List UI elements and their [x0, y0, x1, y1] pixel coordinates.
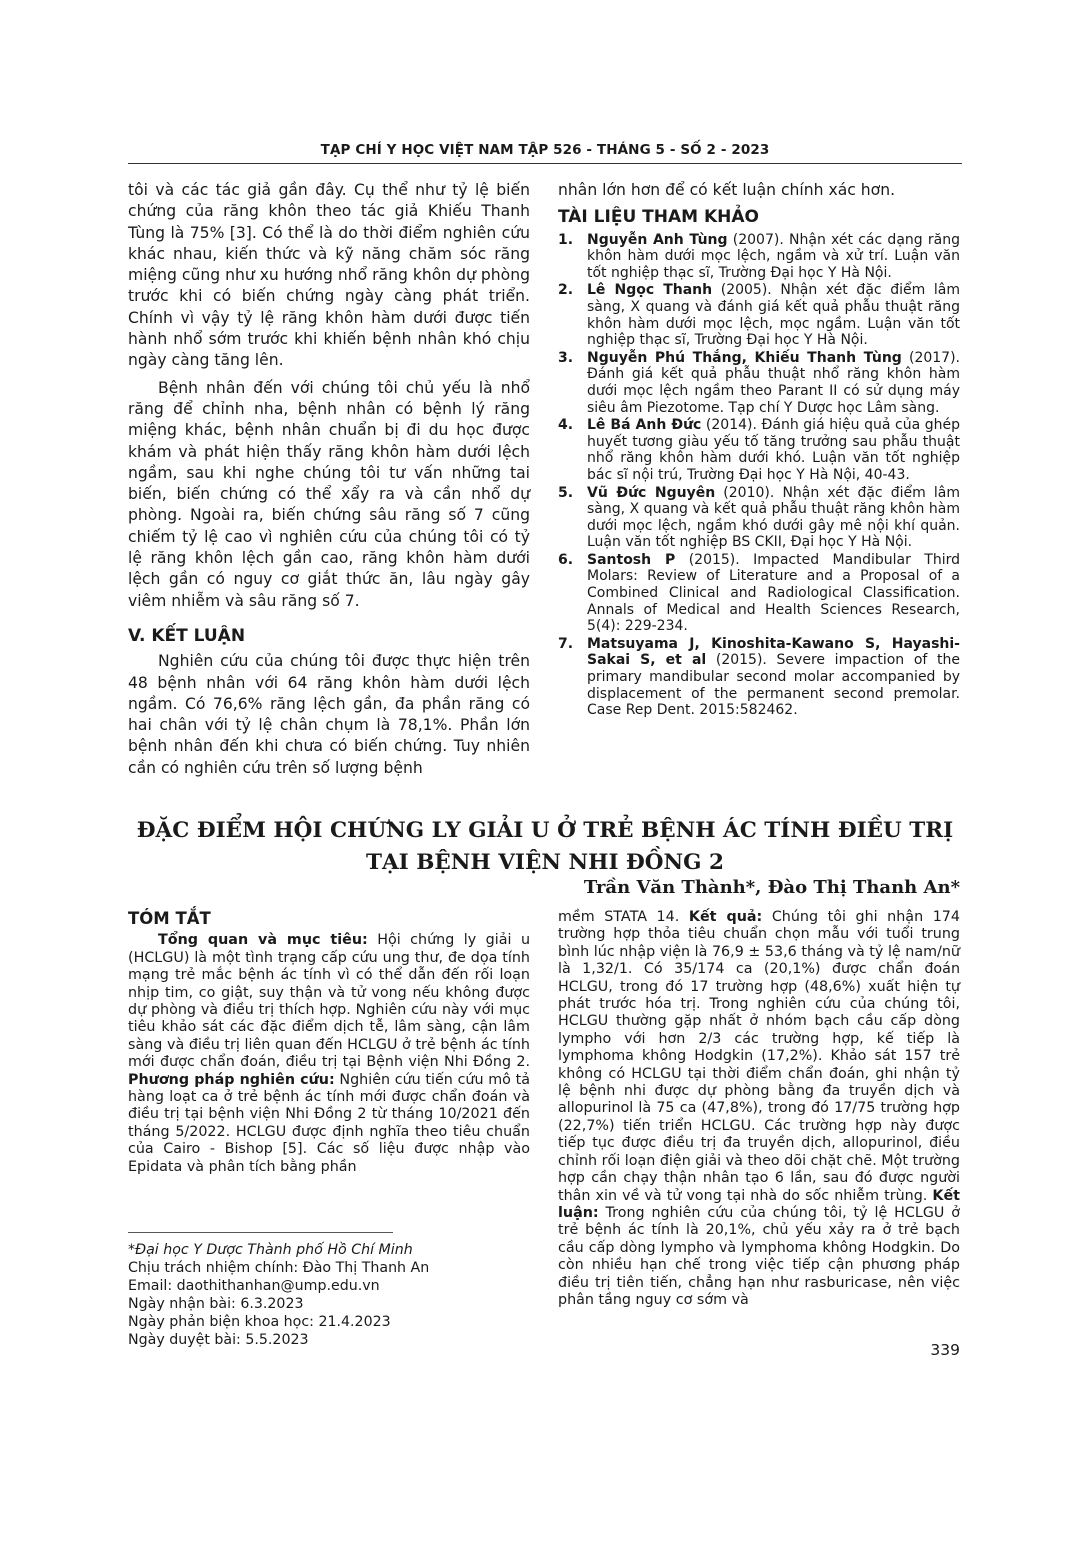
reference-item: [558, 232, 960, 282]
reference-number: 4.: [558, 417, 574, 434]
reference-text: [587, 417, 960, 483]
reference-author: Nguyễn Anh Tùng: [587, 231, 728, 248]
reference-text: [587, 552, 960, 635]
article-authors: Trần Văn Thành*, Đào Thị Thanh An*: [583, 877, 960, 898]
reference-author: Lê Ngọc Thanh: [587, 282, 713, 299]
conclusion-label: Kết luận:: [558, 1187, 960, 1221]
lead-text: mềm STATA 14.: [558, 909, 689, 925]
footnote-accepted: Ngày duyệt bài: 5.5.2023: [128, 1332, 309, 1348]
reference-number: 5.: [558, 484, 574, 501]
reference-number: 1.: [558, 231, 574, 248]
conclusion-paragraph: Nghiên cứu của chúng tôi được thực hiện trên 48 bệnh nhân với 64 răng khôn hàm dưới lệch ngầm. Có 76,6% răng lệch gần, đa phần răng có hai chân với tỷ lệ chân chụm là 78,1%. Phần lớn bệnh nhân đến khi chưa có biến chứng. Tuy nhiên cần có nghiên cứu trên số lượng bệnh: [128, 652, 530, 777]
body-paragraph: tôi và các tác giả gần đây. Cụ thể như tỷ lệ biến chứng của răng khôn theo tác giả Khiếu Thanh Tùng là 75% [3]. Có thể là do thời điểm nghiên cứu khác nhau, kiến thức và kỹ năng chăm sóc răng miệng cũng như xu hướng nhổ răng khôn dự phòng trước khi có biến chứng ngày càng phát triển. Chính vì vậy tỷ lệ răng khôn hàm dưới được tiến hành nhổ sớm trước khi khiến bệnh nhân khó chịu ngày càng tăng lên.: [128, 181, 530, 370]
right-column: [558, 180, 960, 720]
reference-author: Matsuyama J, Kinoshita-Kawano S, Hayashi-Sakai S, et al: [587, 635, 960, 669]
footnote: [128, 1241, 429, 1349]
footnote-affiliation: *Đại học Y Dược Thành phố Hồ Chí Minh: [128, 1242, 413, 1258]
reference-text: [587, 636, 960, 719]
footnote-email: Email: daothithanhan@ump.edu.vn: [128, 1278, 380, 1294]
reference-item: [558, 350, 960, 416]
reference-number: 3.: [558, 349, 574, 366]
reference-detail: (2015). Severe impaction of the primary mandibular second molar accompanied by displacement of the permanent second premolar. Case Rep Dent. 2015:582462.: [587, 652, 960, 719]
reference-author: Santosh P: [587, 551, 676, 568]
references-heading: TÀI LIỆU THAM KHẢO: [558, 207, 759, 228]
journal-header: TẠP CHÍ Y HỌC VIỆT NAM TẬP 526 - THÁNG 5 - SỐ 2 - 2023: [320, 142, 770, 158]
reference-detail: (2010). Nhận xét đặc điểm lâm sàng, X quang và kết quả phẫu thuật răng khôn hàm dưới mọc lệch, ngầm khó dưới gây mê nội khí quản. Luận văn tốt nghiệp BS CKII, Đại học Y Hà Nội.: [587, 484, 960, 551]
footnote-reviewed: Ngày phản biện khoa học: 21.4.2023: [128, 1314, 391, 1330]
footnote-responsible: Chịu trách nhiệm chính: Đào Thị Thanh An: [128, 1260, 430, 1276]
left-column: [128, 180, 530, 779]
reference-detail: (2005). Nhận xét đặc điểm lâm sàng, X quang và đánh giá kết quả phẫu thuật răng khôn hàm dưới mọc lệch, mọc ngầm. Luận văn tốt nghiệp thạc sĩ, Trường Đại học Y Hà Nội.: [587, 282, 961, 349]
reference-detail: (2015). Impacted Mandibular Third Molars: Review of Literature and a Proposal of a Combined Clinical and Radiological Classification. Annals of Medical and Health Sciences Research, 5(4): 229-234.: [587, 551, 960, 635]
article-title-line: ĐẶC ĐIỂM HỘI CHỨNG LY GIẢI U Ở TRẺ BỆNH ÁC TÍNH ĐIỀU TRỊ: [136, 818, 954, 843]
reference-author: Vũ Đức Nguyên: [587, 484, 716, 501]
reference-item: [558, 282, 960, 348]
reference-detail: (2017). Đánh giá kết quả phẫu thuật nhổ răng khôn hàm dưới mọc lệch ngầm theo Parant II có sử dụng máy siêu âm Piezotome. Tạp chí Y Dược học Lâm sàng.: [587, 349, 960, 416]
reference-detail: (2007). Nhận xét các dạng răng khôn hàm dưới mọc lệch, ngầm và xử trí. Luận văn tốt nghiệp thạc sĩ, Trường Đại học Y Hà Nội.: [587, 231, 960, 281]
body-paragraph: Bệnh nhân đến với chúng tôi chủ yếu là nhổ răng để chỉnh nha, bệnh nhân có bệnh lý răng miệng khác, bệnh nhân chuẩn bị đi du học được khám và phát hiện thấy răng khôn hàm dưới lệch ngầm, sau khi nghe chúng tôi tư vấn những tai biến, biến chứng có thể xẩy ra và cần nhổ dự phòng. Ngoài ra, biến chứng sâu răng số 7 cũng chiếm tỷ lệ cao vì nghiên cứu của chúng tôi có tỷ lệ răng khôn lệch gần cao, răng khôn hàm dưới lệch gần có nguy cơ giắt thức ăn, lâu ngày gây viêm nhiễm và sâu răng số 7.: [128, 378, 530, 610]
reference-number: 2.: [558, 282, 574, 299]
page-number: 339: [930, 1341, 960, 1359]
abstract-paragraph: [558, 909, 960, 1309]
method-label: Phương pháp nghiên cứu:: [128, 1071, 335, 1088]
reference-author: Lê Bá Anh Đức: [587, 417, 702, 434]
article-title: [128, 815, 962, 879]
reference-number: 7.: [558, 635, 574, 652]
references-list: [558, 232, 960, 719]
abstract-heading: TÓM TẮT: [128, 909, 211, 928]
reference-text: [587, 232, 960, 282]
footnote-divider: [128, 1232, 393, 1233]
reference-detail: (2014). Đánh giá hiệu quả của ghép huyết tương giàu yếu tố tăng trưởng sau phẫu thuật nhổ răng khôn hàm dưới khó. Luận văn tốt nghiệp bác sĩ nội trú, Trường Đại học Y Hà Nội, 40-43.: [587, 417, 960, 483]
result-label: Kết quả:: [688, 909, 763, 925]
body-paragraph: nhân lớn hơn để có kết luận chính xác hơn.: [558, 181, 896, 199]
header-divider: [128, 163, 962, 164]
reference-item: [558, 552, 960, 635]
reference-text: [587, 350, 960, 416]
reference-item: [558, 485, 960, 551]
section-heading-conclusion: V. KẾT LUẬN: [128, 625, 246, 646]
reference-text: [587, 485, 960, 551]
article-title-line: TẠI BỆNH VIỆN NHI ĐỒNG 2: [366, 850, 724, 875]
reference-item: [558, 417, 960, 483]
background-label: Tổng quan và mục tiêu:: [158, 932, 368, 949]
result-text: Chúng tôi ghi nhận 174 trường hợp thỏa tiêu chuẩn chọn mẫu với tuổi trung bình lúc nhập viện là 76,9 ± 53,6 tháng và tỷ lệ nam/nữ là 1,32/1. Có 35/174 ca (20,1%) được chẩn đoán HCLGU, trong đó 17 trường hợp (48,6%) xuất hiện tự phát trước hóa trị. Trong nghiên cứu của chúng tôi, HCLGU thường gặp nhất ở nhóm bạch cầu cấp dòng lympho với hơn 2/3 các trường hợp, kế tiếp là lymphoma không Hodgkin (17,2%). Khảo sát 157 trẻ không có HCLGU tại thời điểm chẩn đoán, ghi nhận tỷ lệ bệnh nhi được dự phòng bằng đa truyền dịch và allopurinol là 75 ca (47,8%), trong đó 17/75 trường hợp (22,7%) tiến triển HCLGU. Các trường hợp này được tiếp tục được điều trị đa truyền dịch, allopurinol, điều chỉnh rối loạn điện giải và theo dõi chặt chẽ. Một trường hợp cần chạy thận nhân tạo 6 lần, sau đó được người thân xin về và tử vong tại nhà do sốc nhiễm trùng.: [558, 909, 960, 1204]
reference-number: 6.: [558, 551, 574, 568]
abstract-paragraph: [128, 932, 530, 1176]
abstract-right-column: [558, 909, 960, 1309]
conclusion-text: Trong nghiên cứu của chúng tôi, tỷ lệ HCLGU ở trẻ bệnh ác tính là 20,1%, chủ yếu xảy ra ở trẻ bạch cầu cấp dòng lympho và lymphoma không Hodgkin. Do còn nhiều hạn chế trong việc tiếp cận phương pháp điều trị tiên tiến, chẳng hạn như rasburicase, nên việc phân tầng nguy cơ sớm và: [558, 1204, 960, 1308]
reference-item: [558, 636, 960, 719]
method-text: Nghiên cứu tiến cứu mô tả hàng loạt ca ở trẻ bệnh ác tính mới được chẩn đoán và điều trị tại bệnh viện Nhi Đồng 2 từ tháng 10/2021 đến tháng 5/2022. HCLGU được định nghĩa theo tiêu chuẩn của Cairo - Bishop [5]. Các số liệu được nhập vào Epidata và phân tích bằng phần: [128, 1071, 530, 1175]
background-text: Hội chứng ly giải u (HCLGU) là một tình trạng cấp cứu ung thư, đe dọa tính mạng trẻ mắc bệnh ác tính vì có thể dẫn đến rối loạn nhịp tim, co giật, suy thận và tử vong nếu không được dự phòng và điều trị thích hợp. Nghiên cứu này với mục tiêu khảo sát các đặc điểm dịch tễ, lâm sàng, cận lâm sàng và điều trị liên quan đến HCLGU ở trẻ bệnh ác tính mới được chẩn đoán, điều trị tại Bệnh viện Nhi Đồng 2.: [128, 932, 530, 1071]
footnote-received: Ngày nhận bài: 6.3.2023: [128, 1296, 304, 1312]
abstract-left-column: [128, 910, 530, 1176]
reference-text: [587, 282, 960, 348]
reference-author: Nguyễn Phú Thắng, Khiếu Thanh Tùng: [587, 349, 902, 366]
